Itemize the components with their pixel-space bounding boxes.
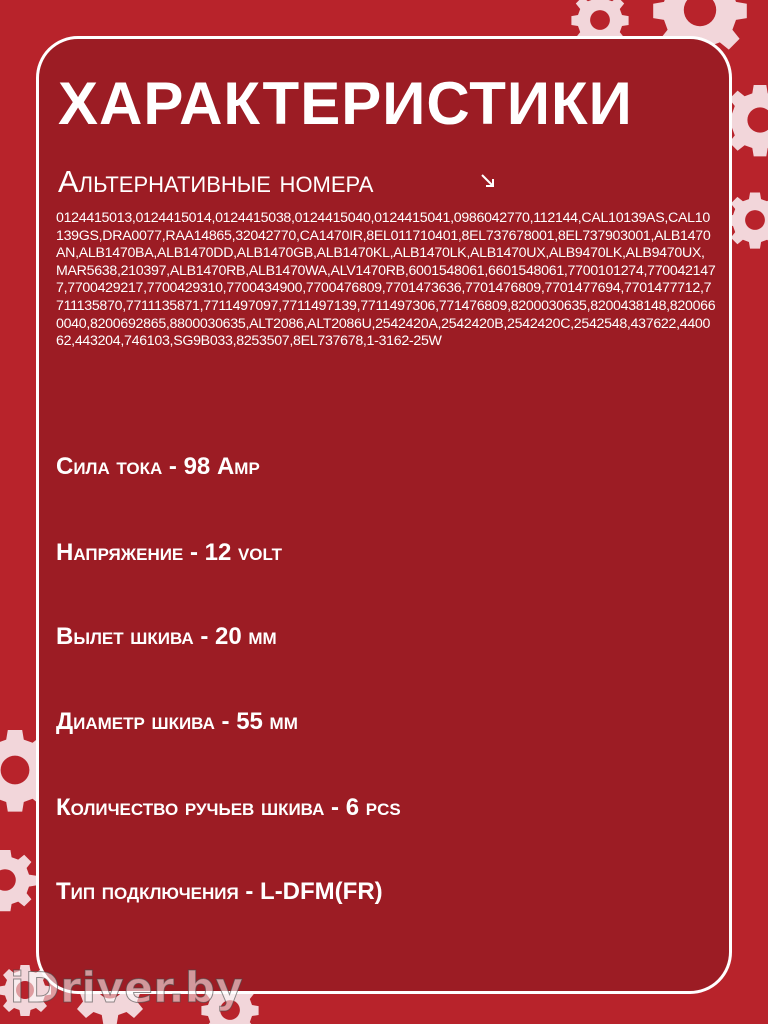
spec-pulley-offset: Вылет шкива - 20 мм <box>56 623 277 650</box>
gear-icon <box>0 850 36 911</box>
gear-icon <box>726 193 768 249</box>
watermark: iDriver.by <box>10 963 244 1012</box>
arrow-down-right-icon <box>478 170 498 190</box>
spec-current: Сила тока - 98 Amp <box>56 453 260 480</box>
spec-voltage: Напряжение - 12 volt <box>56 539 283 566</box>
alternative-numbers-heading: Альтернативные номера <box>58 164 374 199</box>
page-title: ХАРАКТЕРИСТИКИ <box>58 70 633 137</box>
spec-pulley-grooves: Количество ручьев шкива - 6 pcs <box>56 794 401 821</box>
spec-pulley-diameter: Диаметр шкива - 55 мм <box>56 708 298 735</box>
alternative-numbers-list: 0124415013,0124415014,0124415038,0124415040,0124415041,0986042770,112144,CAL10139AS,CAL10139GS,DRA0077,RAA14865,32042770,CA1470IR,8EL011710401,8EL737678001,8EL737903001,ALB1470AN,ALB1470BA,ALB1470DD,ALB1470GB,ALB1470KL,ALB1470LK,ALB1470UX,ALB9470LK,ALB9470UX,MAR5638,210397,ALB1470RB,ALB1470WA,ALV1470RB,6001548061,6601548061,7700101274,7700421477,7700429217,7700429310,7700434900,7700476809,7701473636,7701476809,7701477694,7701477712,7711135870,7711135871,7711497097,7711497139,7711497306,771476809,8200030635,8200438148,8200660040,8200692865,8800030635,ALT2086,ALT2086U,2542420A,2542420B,2542420C,2542548,437622,440062,443204,746103,SG9B033,8253507,8EL737678,1-3162-25W <box>56 210 716 350</box>
spec-connection-type: Тип подключения - L-DFM(FR) <box>56 878 383 905</box>
